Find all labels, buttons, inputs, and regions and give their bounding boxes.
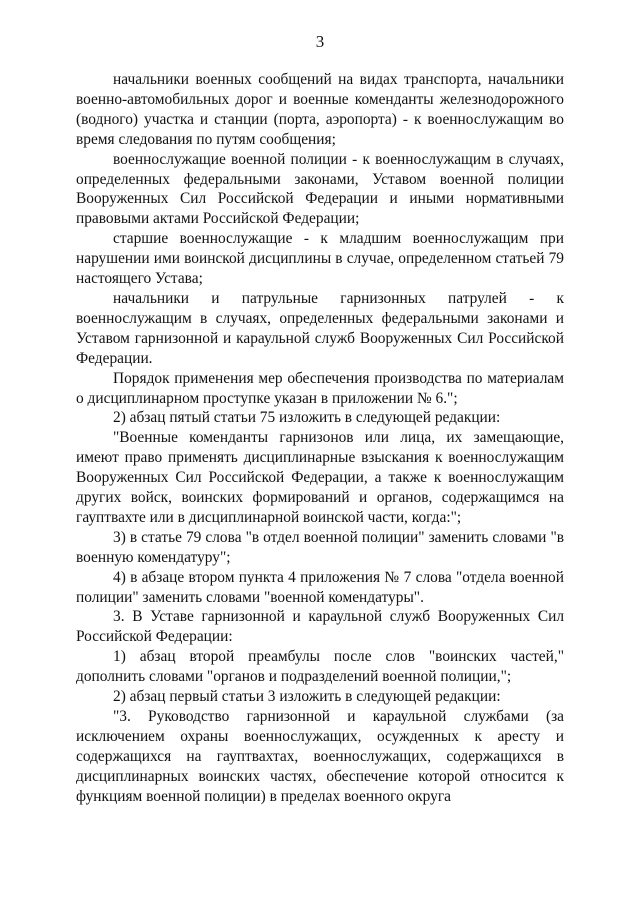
paragraph: "3. Руководство гарнизонной и караульной службами (за исключением охраны военнослужащих, осужденных к аресту и содержащихся на гауптвахтах, военнослужащих, содержащихся в дисциплинарных воинских частях, обеспечение которой относится к функциям военной полиции) в пределах военного округа bbox=[76, 708, 564, 805]
paragraph: старшие военнослужащие - к младшим военнослужащим при нарушении ими воинской дисциплины в случае, определенном статьей 79 настоящего Устава; bbox=[76, 230, 564, 288]
page-number: 3 bbox=[315, 32, 325, 51]
document-body bbox=[76, 70, 564, 807]
paragraph: "Военные коменданты гарнизонов или лица, их замещающие, имеют право применять дисциплинарные взыскания к военнослужащим Вооруженных Сил Российской Федерации, а также к военнослужащим других войск, воинских формирований и органов, содержащимся на гауптвахте или в дисциплинарной воинской части, когда:"; bbox=[76, 429, 564, 526]
paragraph: 2) абзац пятый статьи 75 изложить в следующей редакции: bbox=[113, 409, 501, 427]
paragraph: начальники и патрульные гарнизонных патрулей - к военнослужащим в случаях, определенных федеральными законами и Уставом гарнизонной и караульной служб Вооруженных Сил Российской Федерации. bbox=[76, 289, 564, 367]
paragraph: военнослужащие военной полиции - к военнослужащим в случаях, определенных федеральными законами, Уставом военной полиции Вооруженных Сил Российской Федерации и иными нормативными правовыми актами Российской Федерации; bbox=[76, 150, 564, 228]
paragraph: 4) в абзаце втором пункта 4 приложения № 7 слова "отдела военной полиции" заменить словами "военной комендатуры". bbox=[76, 568, 564, 606]
paragraph: 3) в статье 79 слова "в отдел военной полиции" заменить словами "в военную комендатуру"; bbox=[76, 528, 564, 566]
paragraph: 1) абзац второй преамбулы после слов "воинских частей," дополнить словами "органов и подразделений военной полиции,"; bbox=[76, 648, 564, 686]
paragraph: 3. В Уставе гарнизонной и караульной служб Вооруженных Сил Российской Федерации: bbox=[76, 608, 564, 646]
paragraph: Порядок применения мер обеспечения производства по материалам о дисциплинарном проступке указан в приложении № 6."; bbox=[76, 369, 564, 407]
paragraph: 2) абзац первый статьи 3 изложить в следующей редакции: bbox=[113, 688, 501, 706]
paragraph: начальники военных сообщений на видах транспорта, начальники военно-автомобильных дорог и военные коменданты железнодорожного (водного) участка и станции (порта, аэропорта) - к военнослужащим во время следования по путям сообщения; bbox=[76, 71, 564, 148]
